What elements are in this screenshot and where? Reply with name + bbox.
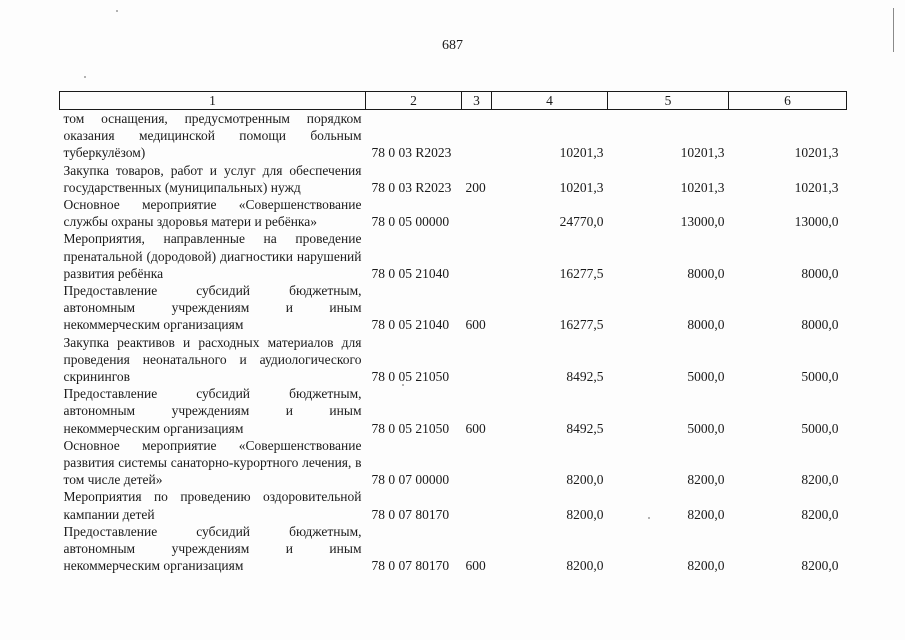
row-type: 600 (465, 420, 486, 436)
row-code: 78 0 07 00000 (371, 472, 450, 488)
table-row (60, 282, 847, 334)
row-description: Закупка товаров, работ и услуг для обеспечения государственных (муниципальных) нужд (63, 162, 362, 195)
row-description: Предоставление субсидий бюджетным, автономным учреждениям и иным некоммерческим организациям (63, 283, 362, 333)
row-value-col6: 10201,3 (794, 145, 839, 161)
row-value-col6: 5000,0 (801, 420, 839, 436)
row-code: 78 0 05 21050 (371, 369, 450, 385)
row-value-col5: 5000,0 (687, 420, 725, 436)
row-code: 78 0 05 21040 (371, 265, 450, 281)
row-value-col4: 8200,0 (566, 558, 604, 574)
row-value-col4: 8492,5 (566, 420, 604, 436)
row-value-col6: 8200,0 (801, 558, 839, 574)
row-type (462, 110, 492, 162)
row-value-col5: 8200,0 (687, 506, 725, 522)
row-value-col4: 8492,5 (566, 369, 604, 385)
table-row (60, 523, 847, 575)
column-header-3: 3 (462, 92, 492, 110)
scan-speck (84, 76, 86, 78)
column-header-5: 5 (608, 92, 729, 110)
row-type (462, 196, 492, 230)
row-description: Предоставление субсидий бюджетным, автономным учреждениям и иным некоммерческим организациям (63, 523, 362, 574)
row-type (462, 437, 492, 489)
table-row (60, 230, 847, 282)
row-type: 600 (465, 558, 486, 574)
row-value-col6: 5000,0 (801, 369, 839, 385)
row-code: 78 0 03 R2023 (371, 145, 452, 161)
row-description: Основное мероприятие «Совершенствование развития системы санаторно-курортного лечения, в том числе детей» (63, 437, 362, 488)
row-value-col5: 5000,0 (687, 369, 725, 385)
row-type: 600 (465, 317, 486, 333)
row-value-col4: 8200,0 (566, 472, 604, 488)
row-type (462, 488, 492, 522)
row-code: 78 0 07 80170 (371, 558, 450, 574)
table-row (60, 162, 847, 196)
row-value-col5: 13000,0 (680, 214, 725, 230)
row-code: 78 0 05 21040 (371, 317, 450, 333)
row-value-col4: 10201,3 (559, 145, 604, 161)
row-code: 78 0 07 80170 (371, 506, 450, 522)
row-value-col5: 10201,3 (680, 145, 725, 161)
column-header-1: 1 (60, 92, 366, 110)
table-row (60, 196, 847, 230)
row-description: том оснащения, предусмотренным порядком оказания медицинской помощи больным туберкулёзом) (63, 111, 362, 161)
table-header-row (60, 92, 847, 110)
row-code: 78 0 05 00000 (371, 214, 450, 230)
row-code: 78 0 05 21050 (371, 420, 450, 436)
column-header-2: 2 (366, 92, 462, 110)
table-row (60, 385, 847, 437)
row-value-col6: 8200,0 (801, 472, 839, 488)
row-type (462, 334, 492, 386)
row-value-col6: 13000,0 (794, 214, 839, 230)
table-row (60, 437, 847, 489)
row-description: Закупка реактивов и расходных материалов для проведения неонатального и аудиологического скринингов (63, 334, 362, 385)
row-value-col5: 10201,3 (680, 179, 725, 195)
row-description: Мероприятия по проведению оздоровительной кампании детей (63, 489, 362, 522)
row-description: Мероприятия, направленные на проведение пренатальной (дородовой) диагностики нарушений развития ребёнка (63, 231, 362, 281)
row-type (462, 230, 492, 282)
row-description: Предоставление субсидий бюджетным, автономным учреждениям и иным некоммерческим организациям (63, 386, 362, 436)
row-value-col4: 8200,0 (566, 506, 604, 522)
row-value-col6: 10201,3 (794, 179, 839, 195)
row-value-col6: 8000,0 (801, 317, 839, 333)
row-value-col4: 16277,5 (559, 317, 604, 333)
table-row (60, 488, 847, 522)
row-value-col5: 8000,0 (687, 317, 725, 333)
row-value-col5: 8000,0 (687, 265, 725, 281)
row-description: Основное мероприятие «Совершенствование службы охраны здоровья матери и ребёнка» (63, 197, 362, 230)
table-row (60, 110, 847, 162)
row-value-col4: 16277,5 (559, 265, 604, 281)
table-row (60, 334, 847, 386)
column-header-4: 4 (492, 92, 608, 110)
row-value-col6: 8000,0 (801, 265, 839, 281)
budget-table (59, 91, 847, 574)
row-value-col6: 8200,0 (801, 506, 839, 522)
page-number: 687 (442, 38, 463, 53)
row-value-col4: 10201,3 (559, 179, 604, 195)
row-code: 78 0 03 R2023 (371, 179, 452, 195)
column-header-6: 6 (729, 92, 847, 110)
row-type: 200 (465, 179, 486, 195)
scan-speck (116, 10, 118, 12)
row-value-col5: 8200,0 (687, 472, 725, 488)
row-value-col5: 8200,0 (687, 558, 725, 574)
row-value-col4: 24770,0 (559, 214, 604, 230)
